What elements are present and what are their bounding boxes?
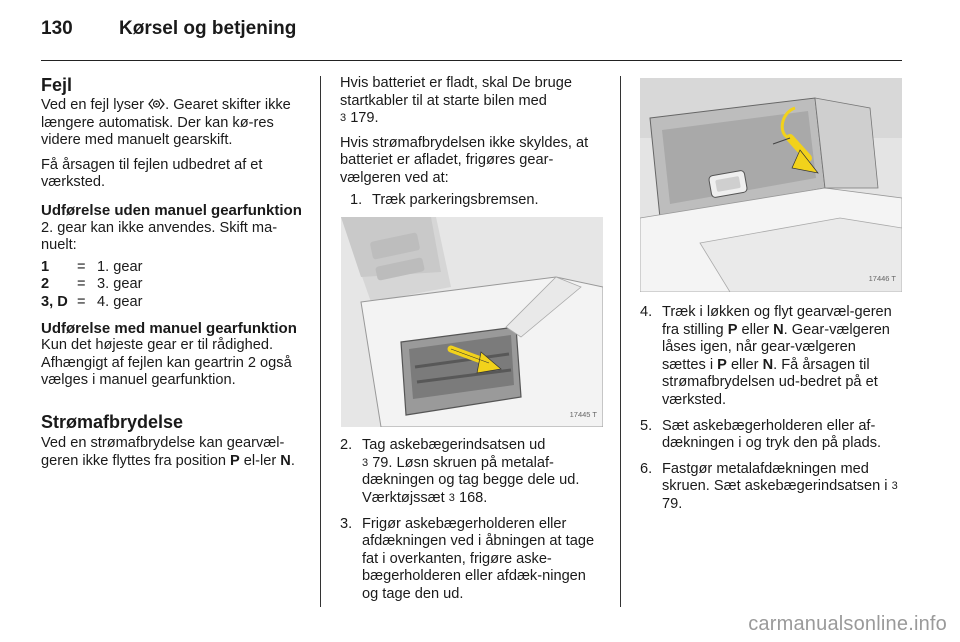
figure-release-loop-illustration <box>640 78 902 292</box>
gear-eq: = <box>77 258 86 275</box>
no-manual-intro: 2. gear kan ikke anvendes. Skift ma-nuelt: <box>41 219 278 254</box>
figure-gear-selector-illustration <box>341 217 603 427</box>
step-number: 3. <box>340 515 353 532</box>
step-text: Løsn skruen på metalaf-dækningen og tag begge dele ud. Værktøjssæt <box>362 454 580 506</box>
battery-text: Hvis batteriet er fladt, skal De bruge startkabler til at starte bilen med <box>340 75 572 109</box>
step-2 <box>340 437 606 507</box>
step-5 <box>640 418 902 453</box>
column-3 <box>640 75 902 522</box>
fault-heading: Fejl <box>41 75 73 95</box>
position-p: P <box>717 356 727 373</box>
steps-list-b <box>340 437 606 603</box>
step-3 <box>340 516 606 604</box>
pf-text-a: Ved en strømafbrydelse kan gearvæl-geren ikke flyttes fra position <box>41 434 285 469</box>
pf-pos-p: P <box>230 452 240 469</box>
page-ref-arrow-icon: 3 <box>362 456 369 469</box>
page-number: 130 <box>41 18 73 39</box>
fault-text-a: Ved en fejl lyser <box>41 97 149 113</box>
step-number: 1. <box>350 191 363 208</box>
step-text: Sæt askebægerholderen eller af-dækningen i og tryk den på plads. <box>662 417 882 452</box>
gear-row <box>41 276 142 294</box>
power-failure-heading: Strømafbrydelse <box>41 411 184 432</box>
pf-text-c: . <box>290 452 295 469</box>
fault-paragraph <box>41 97 306 150</box>
step-number: 2. <box>340 437 353 454</box>
step-4 <box>640 304 902 410</box>
page-title: Kørsel og betjening <box>119 18 297 39</box>
position-n: N <box>762 356 774 373</box>
step-text: Tag askebægerindsatsen ud <box>362 437 546 454</box>
column-divider-1 <box>320 76 321 607</box>
figure-code: 17446 T <box>868 274 896 284</box>
step-text: Træk parkeringsbremsen. <box>372 191 539 208</box>
figure-code: 17445 T <box>569 409 597 419</box>
pf-text-b: el-ler <box>239 452 281 469</box>
gear-eq: = <box>77 276 86 293</box>
with-manual-heading: Udførelse med manuel gearfunktion <box>41 319 297 337</box>
position-p: P <box>727 321 738 338</box>
battery-ref[interactable]: 179. <box>350 110 379 127</box>
fault-text-b: . Gearet skifter ikke længere automatisk. Der kan kø-res videre med manuelt gearskift. <box>41 97 291 149</box>
gear-key: 3, D <box>41 293 68 310</box>
battery-paragraph <box>340 75 606 128</box>
column-2 <box>340 75 606 612</box>
steps-list-c <box>640 304 902 514</box>
page-header <box>41 18 296 40</box>
step-text: . Gear-vælgeren låses igen, når gear-vælgeren sættes i <box>662 321 890 373</box>
watermark: carmanualsonline.info <box>748 613 947 635</box>
step-text: eller <box>737 321 774 338</box>
steps-list-a <box>350 192 606 210</box>
step-ref[interactable]: 168. <box>458 489 488 506</box>
page-ref-arrow-icon: 3 <box>448 491 455 504</box>
release-paragraph: Hvis strømafbrydelsen ikke skyldes, at batteriet er afladet, frigøres gear-vælgeren ved at: <box>340 134 589 186</box>
figure-gear-selector <box>341 217 603 427</box>
header-rule <box>41 60 902 61</box>
gear-key: 2 <box>41 276 50 293</box>
gear-table <box>41 259 142 312</box>
gear-row <box>41 294 142 312</box>
step-ref[interactable]: 79. <box>372 454 393 471</box>
step-text: . Få årsagen til strømafbrydelsen ud-bedret på et værksted. <box>662 356 878 408</box>
no-manual-heading: Udførelse uden manuel gearfunktion <box>41 201 302 219</box>
step-number: 4. <box>640 304 653 320</box>
column-1 <box>41 75 306 477</box>
page-ref-arrow-icon: 3 <box>340 112 347 125</box>
gear-key: 1 <box>41 258 50 275</box>
step-1 <box>350 192 606 210</box>
step-number: 6. <box>640 460 653 477</box>
step-number: 5. <box>640 417 653 434</box>
gear-eq: = <box>77 293 86 310</box>
with-manual-text: Kun det højeste gear er til rådighed. Afhængigt af fejlen kan geartrin 2 også vælges i manuel gearfunktion. <box>41 337 292 389</box>
gear-value: 4. gear <box>97 293 143 310</box>
gear-warning-icon <box>148 97 165 113</box>
step-text: Frigør askebægerholderen eller afdækningen ved i åbningen at tage fat i overkanten, frigøre aske-bægerholderen eller afdæk-ningen og tage den ud. <box>362 515 595 602</box>
gear-value: 1. gear <box>97 258 143 275</box>
position-n: N <box>773 321 784 338</box>
step-text: Træk i løkken og flyt gearvæl-geren fra stilling <box>662 304 892 338</box>
pf-pos-n: N <box>280 452 291 469</box>
step-text: Fastgør metalafdækningen med skruen. Sæt askebægerindsatsen i <box>662 460 888 495</box>
gear-value: 3. gear <box>97 276 143 293</box>
gear-row <box>41 259 142 277</box>
column-divider-2 <box>620 76 621 607</box>
step-text: eller <box>726 356 763 373</box>
page-ref-arrow-icon: 3 <box>891 480 898 493</box>
power-failure-text <box>41 435 306 470</box>
step-ref[interactable]: 79. <box>662 495 683 512</box>
figure-release-loop <box>640 78 902 292</box>
step-6 <box>640 461 902 514</box>
fault-advice: Få årsagen til fejlen udbedret af et værksted. <box>41 156 263 191</box>
